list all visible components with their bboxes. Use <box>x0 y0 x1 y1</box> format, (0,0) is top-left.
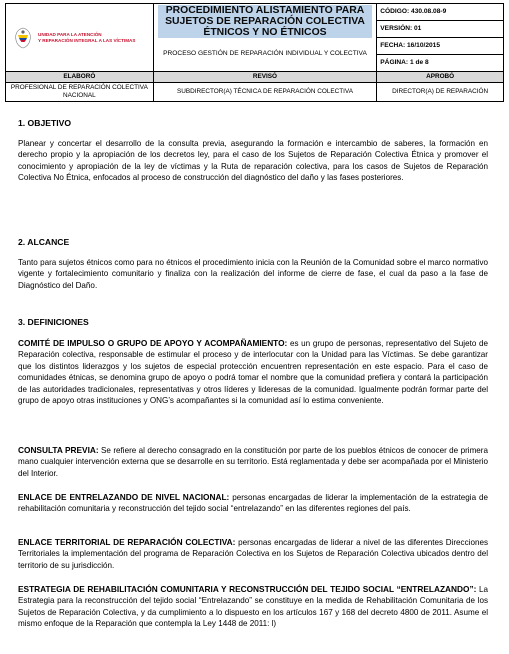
reviso-value: SUBDIRECTOR(A) TÉCNICA DE REPARACIÓN COLECTIVA <box>153 82 377 101</box>
objetivo-paragraph: Planear y concertar el desarrollo de la consulta previa, asegurando la formación e intercambio de saberes, la formación en derecho propio y la apropiación de los decretos ley, para el caso de los Sujetos de Reparación Colectiva Étnica y promover el conocimiento y apropiación de la ley de víctimas y la Ruta de reparación colectiva, para los casos de Sujetos de Reparación Colectiva No Étnica, enfocados al proceso de construcción del diagnóstico del daño y las fases posteriores. <box>18 139 488 183</box>
institution-logo <box>9 26 150 50</box>
logo-cell <box>6 4 154 72</box>
process-name: PROCESO GESTIÓN DE REPARACIÓN INDIVIDUAL Y COLECTIVA <box>163 50 367 57</box>
definition-text: personas encargadas de liderar la implementación de la estrategia de rehabilitación comunitaria y reconstrucción del tejido social “entrelazando” en las diferentes regiones del país. <box>18 493 488 514</box>
definition-term: CONSULTA PREVIA: <box>18 445 99 455</box>
definition-text: Se refiere al derecho consagrado en la constitución por parte de los pueblos étnicos de conocer de primera mano cualquier intervención externa que se desarrolle en su territorio. Está reglamentada y debe ser acompañada por el Ministerio del Interior. <box>18 446 489 478</box>
definition-term: ENLACE TERRITORIAL DE REPARACIÓN COLECTIVA: <box>18 537 236 547</box>
definition-text: personas encargadas de liderar a nivel de las diferentes Direcciones Territoriales la implementación del programa de Reparación Colectiva en los Sujetos de Reparación Colectiva ubicados dentro del territorio de su jurisdicción. <box>18 538 488 570</box>
definition-item <box>18 537 488 571</box>
document-title: PROCEDIMIENTO ALISTAMIENTO PARA SUJETOS DE REPARACIÓN COLECTIVA ÉTNICOS Y NO ÉTNICOS <box>158 5 373 38</box>
section-heading-alcance: 2. ALCANCE <box>18 237 70 247</box>
code-field: CÓDIGO: 430.08.08-9 <box>377 4 504 21</box>
reviso-header: REVISÓ <box>153 72 377 83</box>
definition-item <box>18 445 488 479</box>
definition-item <box>18 492 488 515</box>
title-cell <box>153 4 377 72</box>
approval-table <box>5 71 504 102</box>
aprobo-value: DIRECTOR(A) DE REPARACIÓN <box>377 82 504 101</box>
alcance-paragraph: Tanto para sujetos étnicos como para no étnicos el procedimiento inicia con la Reunión de la Comunidad sobre el marco normativo vigente y fortalecimiento comunitario y finaliza con la realización del informe de cierre de fase, el cual da paso a la fase de Diagnóstico del Daño. <box>18 258 488 290</box>
definition-text: es un grupo de personas, representativo del Sujeto de Reparación colectiva, responsable de estimular el proceso y de interlocutar con la Unidad para las Víctimas. Se debe garantizar que los distintos liderazgos y los sujetos de especial protección encuentren representación en este espacio. Para el caso de comunidades étnicas, se denomina grupo de apoyo o podrá tomar el nombre que la comunidad prefiera y contará la participación de las autoridades tradicionales, representativas y otros líderes y lideresas de la comunidad. Igualmente podrán formar parte del grupo de apoyo otras instituciones y ONG’s acompañantes si la comunidad así lo estima conveniente. <box>18 339 488 406</box>
definition-item <box>18 584 488 630</box>
definition-term: COMITÉ DE IMPULSO O GRUPO DE APOYO Y ACOMPAÑAMIENTO: <box>18 338 288 348</box>
logo-text-line1: UNIDAD PARA LA ATENCIÓN <box>38 32 102 38</box>
version-field: VERSIÓN: 01 <box>377 21 504 38</box>
section-heading-definiciones: 3. DEFINICIONES <box>18 317 89 327</box>
document-header <box>5 3 504 72</box>
definition-term: ENLACE DE ENTRELAZANDO DE NIVEL NACIONAL: <box>18 492 230 502</box>
colombia-flag-icon <box>11 26 35 50</box>
logo-text-line2: Y REPARACIÓN INTEGRAL A LAS VÍCTIMAS <box>38 37 136 43</box>
elaboro-header: ELABORÓ <box>6 72 154 83</box>
page-field: PÁGINA: 1 de 8 <box>377 55 504 72</box>
definition-item <box>18 338 488 406</box>
section-heading-objetivo: 1. OBJETIVO <box>18 118 72 128</box>
aprobo-header: APROBÓ <box>377 72 504 83</box>
elaboro-value: PROFESIONAL DE REPARACIÓN COLECTIVA NACIONAL <box>6 82 154 101</box>
definition-text: La Estrategia para la reconstrucción del tejido social “Entrelazando” se constituye en la medida de Rehabilitación Comunitaria de los Sujetos de Reparación Colectiva, y da cumplimiento a lo dispuesto en los artículos 167 y 168 del decreto 4800 de 2011. Asume el mismo enfoque de la Reparación que contempla la Ley 1448 de 2011: l) <box>18 585 488 629</box>
definition-term: ESTRATEGIA DE REHABILITACIÓN COMUNITARIA Y RECONSTRUCCIÓN DEL TEJIDO SOCIAL “ENTRELAZANDO”: <box>18 584 477 594</box>
date-field: FECHA: 16/10/2015 <box>377 38 504 55</box>
